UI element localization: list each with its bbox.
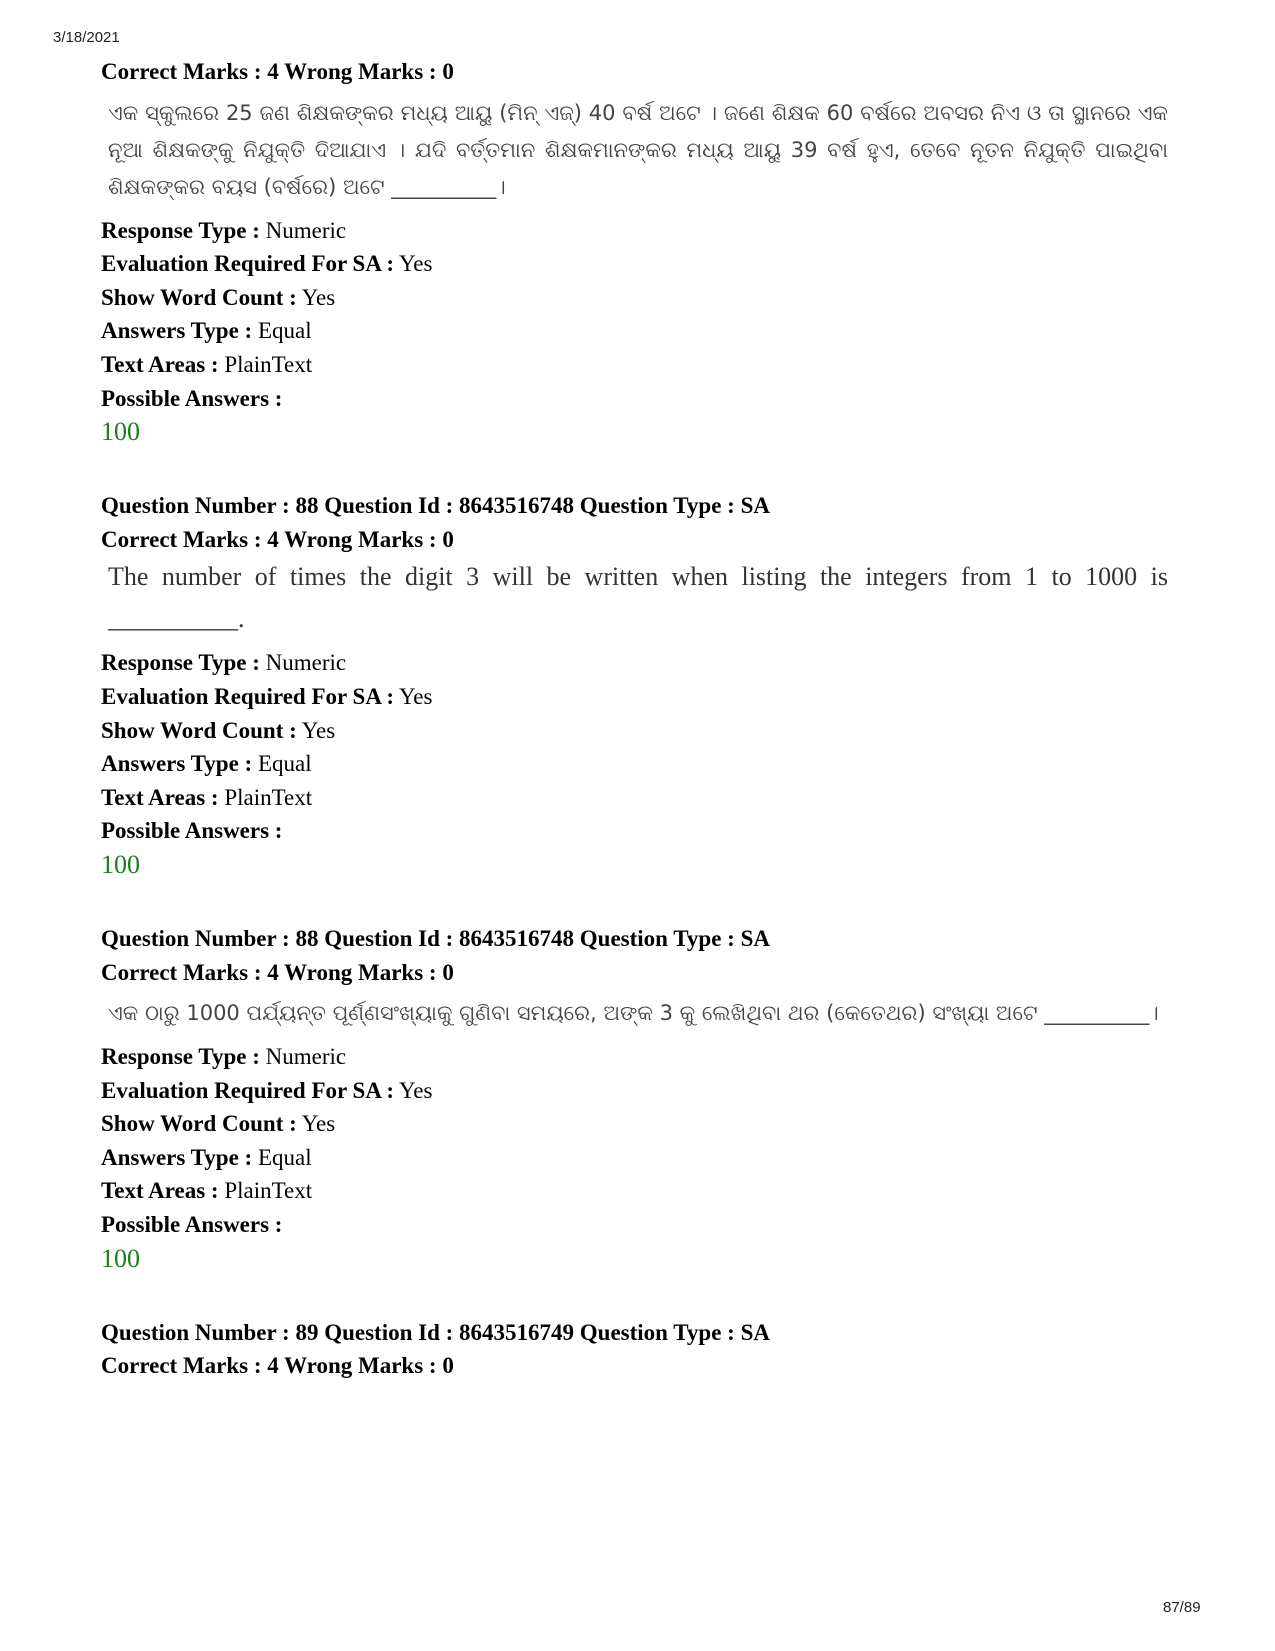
page-content (101, 55, 1181, 1383)
q88-or-answer: 100 (101, 1243, 140, 1273)
q88-en-header: Question Number : 88 Question Id : 8643516748 Question Type : SA (101, 493, 770, 519)
evaluation-label: Evaluation Required For SA : (101, 683, 395, 709)
answers-type-value: Equal (257, 751, 312, 777)
q87-marks: Correct Marks : 4 Wrong Marks : 0 (101, 59, 454, 84)
word-count-label: Show Word Count : (101, 717, 297, 743)
q89-marks: Correct Marks : 4 Wrong Marks : 0 (101, 1353, 454, 1379)
q87-evaluation (101, 247, 1181, 281)
response-type-value: Numeric (265, 217, 347, 243)
q88-or-answers-type (101, 1141, 1181, 1175)
q88-or-header: Question Number : 88 Question Id : 8643516748 Question Type : SA (101, 925, 770, 951)
q88-en-question-text: The number of times the digit 3 will be written when listing the integers from 1 to 1000 is __________. (108, 562, 1168, 634)
q88-en-word-count (101, 714, 1181, 748)
text-areas-value: PlainText (224, 784, 313, 810)
word-count-value: Yes (301, 284, 336, 310)
q87-answer: 100 (101, 417, 140, 447)
q87-possible-answers-label: Possible Answers : (101, 385, 283, 411)
evaluation-value: Yes (399, 1077, 433, 1103)
response-type-label: Response Type : (101, 650, 260, 676)
answers-type-label: Answers Type : (101, 751, 253, 777)
q88-en-text-areas (101, 781, 1181, 815)
q87-response-type (101, 214, 1181, 248)
q88-en-marks: Correct Marks : 4 Wrong Marks : 0 (101, 526, 454, 552)
q87-question-text: ଏକ ସ୍କୁଲରେ 25 ଜଣ ଶିକ୍ଷକଙ୍କର ମଧ୍ୟ ଆୟୁ (ମିନ୍ ଏଜ୍) 40 ବର୍ଷ ଅଟେ । ଜଣେ ଶିକ୍ଷକ 60 ବର୍ଷରେ ଅବସର ନିଏ ଓ ତା ସ୍ଥାନରେ ଏକ ନୂଆ ଶିକ୍ଷକଙ୍କୁ ନିଯୁକ୍ତି ଦିଆଯାଏ । ଯଦି ବର୍ତ୍ତମାନ ଶିକ୍ଷକମାନଙ୍କର ମଧ୍ୟ ଆୟୁ 39 ବର୍ଷ ହୁଏ, ତେବେ ନୂତନ ନିଯୁକ୍ତି ପାଇଥିବା ଶିକ୍ଷକଙ୍କର ବୟସ (ବର୍ଷରେ) ଅଟେ __________। (108, 100, 1168, 199)
answers-type-value: Equal (257, 1144, 312, 1170)
text-areas-value: PlainText (224, 351, 313, 377)
q87-word-count (101, 281, 1181, 315)
q88-or-evaluation (101, 1074, 1181, 1108)
page-number: 87/89 (1163, 1599, 1201, 1616)
q89-header: Question Number : 89 Question Id : 8643516749 Question Type : SA (101, 1319, 770, 1345)
answers-type-label: Answers Type : (101, 318, 253, 344)
text-areas-value: PlainText (224, 1178, 313, 1204)
response-type-value: Numeric (265, 1044, 347, 1070)
answers-type-label: Answers Type : (101, 1144, 253, 1170)
q88-or-question-text: ଏକ ଠାରୁ 1000 ପର୍ଯ୍ୟନ୍ତ ପୂର୍ଣ୍ଣସଂଖ୍ୟାକୁ ଗୁଣିବା ସମୟରେ, ଅଙ୍କ 3 କୁ ଲେଖିଥିବା ଥର (କେତେଥର) ସଂଖ୍ୟା ଅଟେ __________। (108, 1001, 1159, 1026)
response-type-label: Response Type : (101, 217, 260, 243)
evaluation-value: Yes (399, 251, 433, 277)
response-type-label: Response Type : (101, 1044, 260, 1070)
q88-en-possible-answers-label: Possible Answers : (101, 818, 283, 844)
q88-en-answer: 100 (101, 849, 140, 879)
q88-en-answers-type (101, 747, 1181, 781)
evaluation-label: Evaluation Required For SA : (101, 251, 395, 277)
word-count-value: Yes (301, 717, 336, 743)
q88-or-response-type (101, 1040, 1181, 1074)
q88-or-possible-answers-label: Possible Answers : (101, 1212, 283, 1238)
text-areas-label: Text Areas : (101, 784, 219, 810)
q88-or-word-count (101, 1107, 1181, 1141)
q88-or-marks: Correct Marks : 4 Wrong Marks : 0 (101, 959, 454, 985)
q88-en-evaluation (101, 680, 1181, 714)
print-date: 3/18/2021 (53, 29, 120, 46)
text-areas-label: Text Areas : (101, 1178, 219, 1204)
word-count-label: Show Word Count : (101, 1111, 297, 1137)
q87-answers-type (101, 314, 1181, 348)
text-areas-label: Text Areas : (101, 351, 219, 377)
evaluation-label: Evaluation Required For SA : (101, 1077, 395, 1103)
word-count-label: Show Word Count : (101, 284, 297, 310)
word-count-value: Yes (301, 1111, 336, 1137)
response-type-value: Numeric (265, 650, 347, 676)
q88-or-text-areas (101, 1174, 1181, 1208)
q88-en-response-type (101, 646, 1181, 680)
evaluation-value: Yes (399, 683, 433, 709)
q87-text-areas (101, 348, 1181, 382)
answers-type-value: Equal (257, 318, 312, 344)
